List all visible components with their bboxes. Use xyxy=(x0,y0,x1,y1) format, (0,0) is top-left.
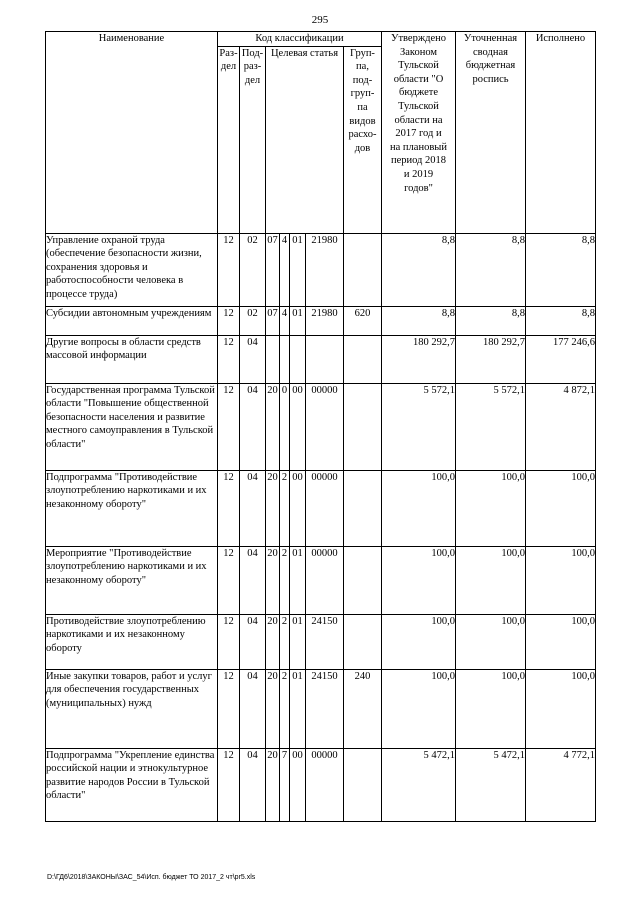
row-article-program xyxy=(266,335,280,383)
row-executed: 100,0 xyxy=(526,546,596,614)
row-article-direction: 24150 xyxy=(306,614,344,669)
row-article-event: 01 xyxy=(290,233,306,306)
row-section: 12 xyxy=(218,335,240,383)
row-refined: 100,0 xyxy=(456,546,526,614)
header-refined: Уточненная сводная бюджетная роспись xyxy=(456,32,526,234)
row-section: 12 xyxy=(218,748,240,821)
row-name: Иные закупки товаров, работ и услуг для обеспечения государственных (муниципальных) нужд xyxy=(46,669,218,748)
table-row xyxy=(46,306,596,335)
row-approved: 5 472,1 xyxy=(382,748,456,821)
table-header xyxy=(46,32,596,234)
table-row xyxy=(46,383,596,470)
row-article-program: 20 xyxy=(266,470,280,546)
row-article-direction: 00000 xyxy=(306,748,344,821)
row-group xyxy=(344,748,382,821)
row-article-direction: 24150 xyxy=(306,669,344,748)
row-executed: 8,8 xyxy=(526,306,596,335)
row-group: 240 xyxy=(344,669,382,748)
row-article-program: 20 xyxy=(266,614,280,669)
row-article-direction xyxy=(306,335,344,383)
table-row xyxy=(46,470,596,546)
row-article-event: 00 xyxy=(290,470,306,546)
table-row xyxy=(46,335,596,383)
row-name: Подпрограмма "Укрепление единства российской нации и этнокультурное развитие народов России в Тульской области" xyxy=(46,748,218,821)
row-subsection: 04 xyxy=(240,335,266,383)
row-approved: 100,0 xyxy=(382,669,456,748)
row-article-subprogram: 2 xyxy=(280,470,290,546)
row-subsection: 04 xyxy=(240,383,266,470)
row-subsection: 04 xyxy=(240,669,266,748)
row-refined: 100,0 xyxy=(456,614,526,669)
header-subsection: Под- раз- дел xyxy=(240,46,266,233)
row-executed: 4 772,1 xyxy=(526,748,596,821)
row-refined: 5 472,1 xyxy=(456,748,526,821)
row-refined: 100,0 xyxy=(456,669,526,748)
row-article-event xyxy=(290,335,306,383)
row-subsection: 04 xyxy=(240,614,266,669)
row-refined: 8,8 xyxy=(456,306,526,335)
table-row xyxy=(46,233,596,306)
row-article-subprogram: 4 xyxy=(280,306,290,335)
row-subsection: 04 xyxy=(240,748,266,821)
row-refined: 180 292,7 xyxy=(456,335,526,383)
row-subsection: 02 xyxy=(240,306,266,335)
row-article-direction: 21980 xyxy=(306,306,344,335)
row-executed: 177 246,6 xyxy=(526,335,596,383)
row-article-event: 00 xyxy=(290,748,306,821)
header-classification-code: Код классификации xyxy=(218,32,382,47)
row-article-event: 01 xyxy=(290,614,306,669)
row-article-event: 01 xyxy=(290,669,306,748)
row-name: Мероприятие "Противодействие злоупотреблению наркотиками и их незаконному обороту" xyxy=(46,546,218,614)
header-executed: Исполнено xyxy=(526,32,596,234)
row-section: 12 xyxy=(218,546,240,614)
row-executed: 100,0 xyxy=(526,614,596,669)
row-article-event: 00 xyxy=(290,383,306,470)
row-article-subprogram xyxy=(280,335,290,383)
row-name: Государственная программа Тульской области "Повышение общественной безопасности населения и развитие местного самоуправления в Тульской области" xyxy=(46,383,218,470)
row-subsection: 04 xyxy=(240,546,266,614)
row-executed: 100,0 xyxy=(526,669,596,748)
row-executed: 100,0 xyxy=(526,470,596,546)
row-article-subprogram: 0 xyxy=(280,383,290,470)
row-section: 12 xyxy=(218,383,240,470)
file-path-footer: D:\ГД6\2018\ЗАКОНЫ\ЗАС_54\Исп. бюджет ТО 2017_2 чт\pr5.xls xyxy=(47,874,256,881)
row-approved: 100,0 xyxy=(382,470,456,546)
row-article-subprogram: 2 xyxy=(280,669,290,748)
row-approved: 100,0 xyxy=(382,546,456,614)
row-article-subprogram: 7 xyxy=(280,748,290,821)
row-article-program: 20 xyxy=(266,546,280,614)
row-group xyxy=(344,546,382,614)
row-executed: 4 872,1 xyxy=(526,383,596,470)
row-group xyxy=(344,470,382,546)
row-article-program: 20 xyxy=(266,669,280,748)
row-article-subprogram: 2 xyxy=(280,546,290,614)
row-article-subprogram: 4 xyxy=(280,233,290,306)
row-subsection: 02 xyxy=(240,233,266,306)
row-group xyxy=(344,383,382,470)
row-name: Другие вопросы в области средств массовой информации xyxy=(46,335,218,383)
row-section: 12 xyxy=(218,306,240,335)
row-article-subprogram: 2 xyxy=(280,614,290,669)
row-section: 12 xyxy=(218,233,240,306)
row-name: Противодействие злоупотреблению наркотиками и их незаконному обороту xyxy=(46,614,218,669)
table-body xyxy=(46,233,596,821)
row-section: 12 xyxy=(218,614,240,669)
row-group xyxy=(344,614,382,669)
row-subsection: 04 xyxy=(240,470,266,546)
header-section: Раз- дел xyxy=(218,46,240,233)
row-group: 620 xyxy=(344,306,382,335)
header-group: Груп- па, под- груп- па видов расхо- дов xyxy=(344,46,382,233)
row-name: Подпрограмма "Противодействие злоупотреблению наркотиками и их незаконному обороту" xyxy=(46,470,218,546)
row-refined: 5 572,1 xyxy=(456,383,526,470)
row-article-event: 01 xyxy=(290,306,306,335)
row-article-event: 01 xyxy=(290,546,306,614)
row-approved: 180 292,7 xyxy=(382,335,456,383)
row-section: 12 xyxy=(218,669,240,748)
row-article-direction: 00000 xyxy=(306,383,344,470)
row-group xyxy=(344,335,382,383)
row-approved: 5 572,1 xyxy=(382,383,456,470)
row-group xyxy=(344,233,382,306)
table-row xyxy=(46,748,596,821)
row-approved: 100,0 xyxy=(382,614,456,669)
row-executed: 8,8 xyxy=(526,233,596,306)
row-article-direction: 21980 xyxy=(306,233,344,306)
page-number: 295 xyxy=(311,14,329,26)
header-target-article: Целевая статья xyxy=(266,46,344,233)
budget-table xyxy=(45,31,596,822)
row-article-program: 20 xyxy=(266,383,280,470)
row-article-program: 07 xyxy=(266,233,280,306)
row-article-direction: 00000 xyxy=(306,546,344,614)
row-section: 12 xyxy=(218,470,240,546)
header-name: Наименование xyxy=(46,32,218,234)
header-approved: Утверждено Законом Тульской области "О бюджете Тульской области на 2017 год и на плановый период 2018 и 2019 годов" xyxy=(382,32,456,234)
table-row xyxy=(46,669,596,748)
row-article-program: 20 xyxy=(266,748,280,821)
table-row xyxy=(46,546,596,614)
row-refined: 100,0 xyxy=(456,470,526,546)
row-article-program: 07 xyxy=(266,306,280,335)
row-refined: 8,8 xyxy=(456,233,526,306)
row-approved: 8,8 xyxy=(382,306,456,335)
row-name: Субсидии автономным учреждениям xyxy=(46,306,218,335)
row-name: Управление охраной труда (обеспечение безопасности жизни, сохранения здоровья и работоспособности человека в процессе труда) xyxy=(46,233,218,306)
table-row xyxy=(46,614,596,669)
row-article-direction: 00000 xyxy=(306,470,344,546)
row-approved: 8,8 xyxy=(382,233,456,306)
